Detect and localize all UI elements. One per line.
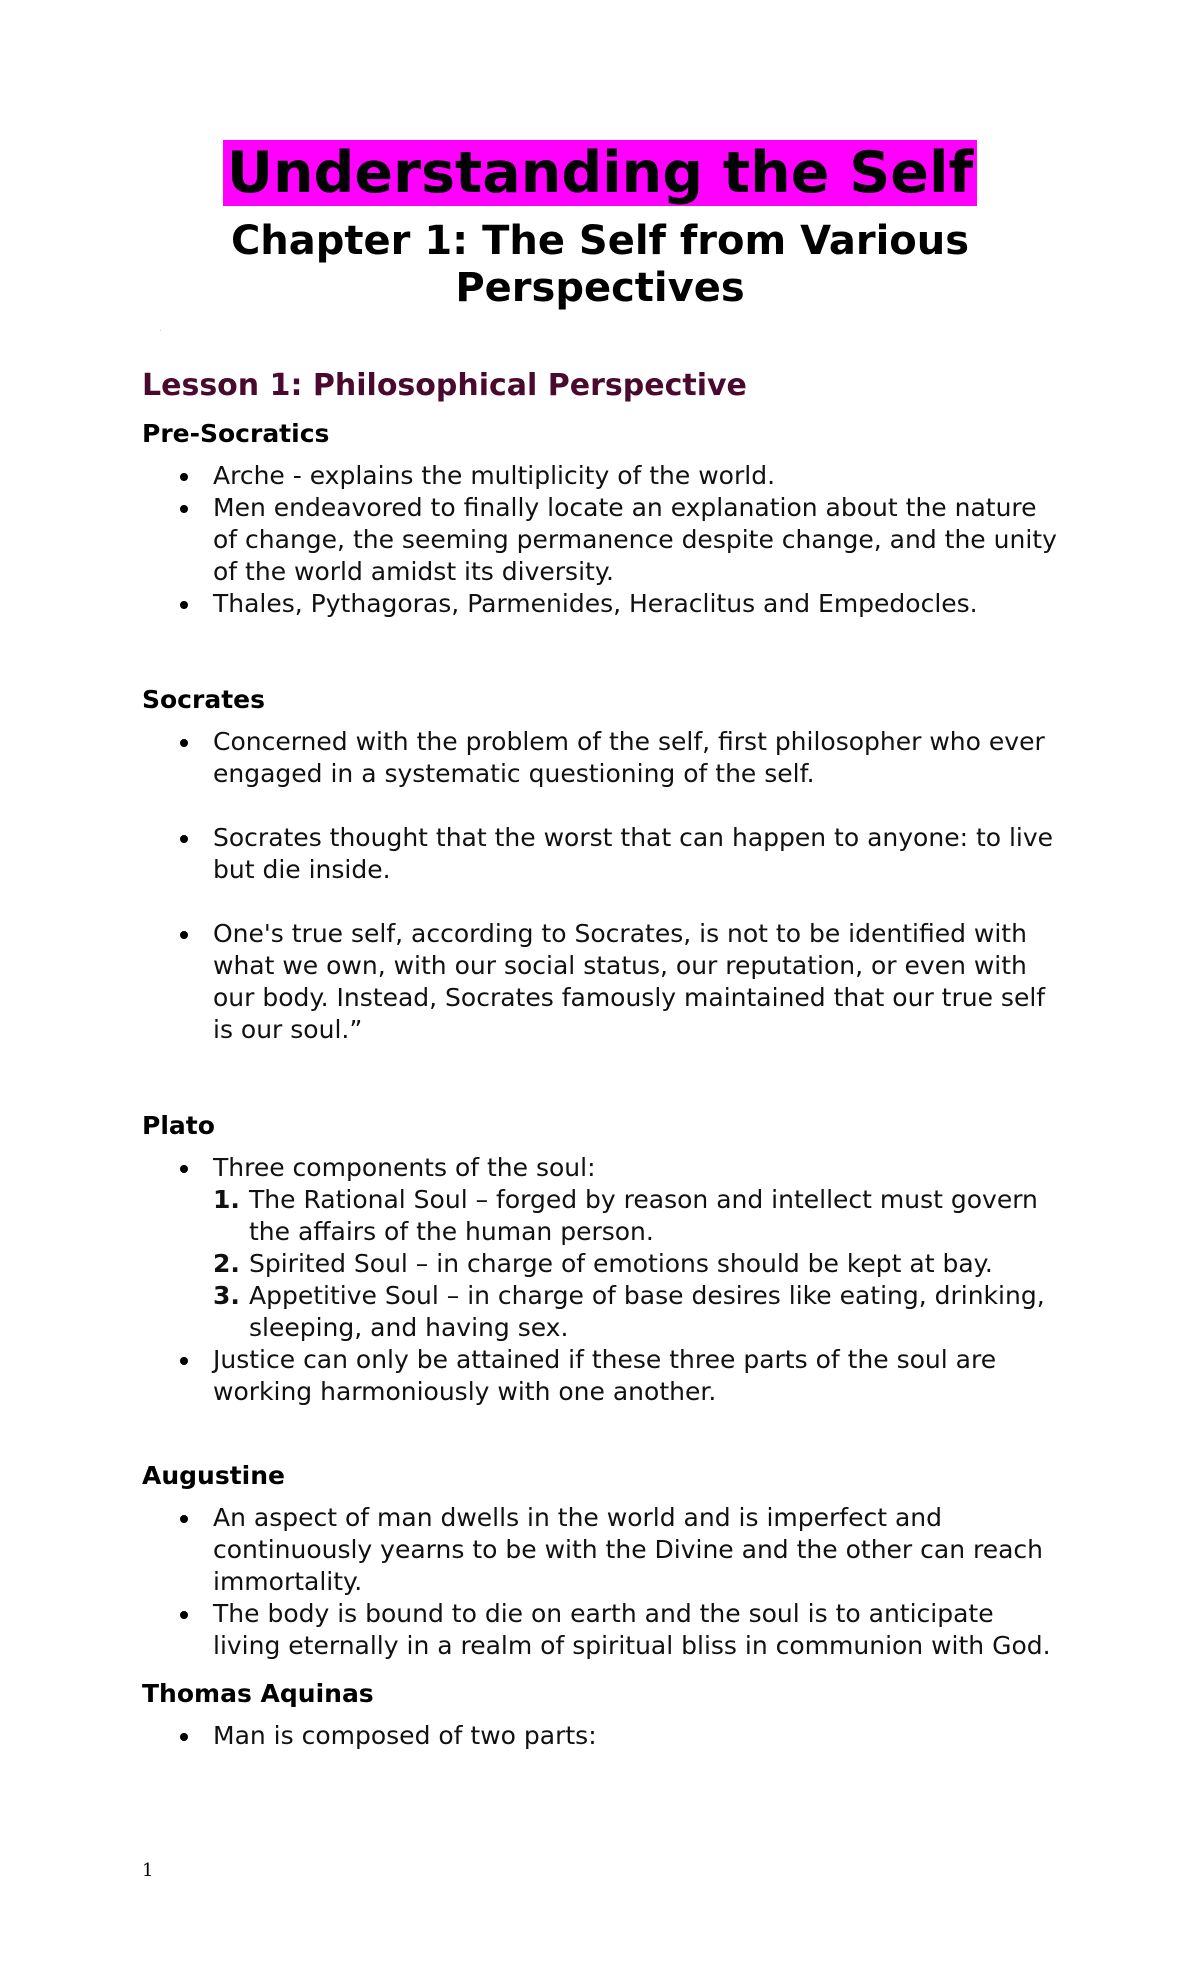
bullet-icon xyxy=(180,601,188,609)
socrates-list xyxy=(142,726,1062,1046)
list-item xyxy=(142,1598,1062,1662)
numbered-item-text: The Rational Soul – forged by reason and intellect must govern the affairs of the human person. xyxy=(249,1185,1038,1246)
list-item-text: Thales, Pythagoras, Parmenides, Heraclitus and Empedocles. xyxy=(213,589,978,618)
section-title-plato: Plato xyxy=(142,1111,215,1140)
bullet-icon xyxy=(180,931,188,939)
list-item xyxy=(142,822,1062,886)
document-body xyxy=(142,366,1062,1752)
section-title-aquinas: Thomas Aquinas xyxy=(142,1679,374,1708)
spacer xyxy=(142,1662,1062,1678)
augustine-list xyxy=(142,1502,1062,1662)
bullet-icon xyxy=(180,505,188,513)
numbered-item-text: Spirited Soul – in charge of emotions should be kept at bay. xyxy=(249,1249,993,1278)
item-number: 1. xyxy=(213,1185,240,1214)
list-item xyxy=(142,1152,1062,1344)
list-item xyxy=(142,918,1062,1046)
numbered-item-text: Appetitive Soul – in charge of base desires like eating, drinking, sleeping, and having sex. xyxy=(249,1281,1045,1342)
bullet-icon xyxy=(180,1357,188,1365)
bullet-icon xyxy=(180,739,188,747)
list-item-text: Three components of the soul: xyxy=(213,1153,596,1182)
document-title: Understanding the Self xyxy=(223,140,978,206)
bullet-icon xyxy=(180,835,188,843)
numbered-item xyxy=(213,1184,1062,1248)
list-item xyxy=(142,492,1062,588)
section-title-socrates: Socrates xyxy=(142,685,265,714)
list-item-text: Socrates thought that the worst that can happen to anyone: to live but die inside. xyxy=(213,823,1054,884)
list-item xyxy=(142,460,1062,492)
bullet-icon xyxy=(180,1515,188,1523)
title-container xyxy=(0,140,1200,206)
bullet-icon xyxy=(180,1611,188,1619)
item-number: 2. xyxy=(213,1249,240,1278)
list-item xyxy=(142,1344,1062,1408)
spacer xyxy=(142,1046,1062,1110)
bullet-icon xyxy=(180,473,188,481)
list-item xyxy=(142,1720,1062,1752)
spacer xyxy=(142,620,1062,684)
list-item-text: An aspect of man dwells in the world and is imperfect and continuously yearns to be with the Divine and the other can reach immortality. xyxy=(213,1503,1044,1596)
plato-list xyxy=(142,1152,1062,1408)
page-number: 1 xyxy=(142,1860,154,1881)
list-item-text: Men endeavored to finally locate an explanation about the nature of change, the seeming permanence despite change, and the unity of the world amidst its diversity. xyxy=(213,493,1057,586)
chapter-subtitle: Chapter 1: The Self from Various Perspectives xyxy=(230,218,970,311)
numbered-item xyxy=(213,1248,1062,1280)
section-title-presocratics: Pre-Socratics xyxy=(142,419,330,448)
list-item-text: One's true self, according to Socrates, is not to be identified with what we own, with our social status, our reputation, or even with our body. Instead, Socrates famously maintained that our true self is our soul.” xyxy=(213,919,1046,1044)
item-number: 3. xyxy=(213,1281,240,1310)
list-item-text: Arche - explains the multiplicity of the world. xyxy=(213,461,776,490)
section-title-augustine: Augustine xyxy=(142,1461,285,1490)
numbered-item xyxy=(213,1280,1062,1344)
spacer xyxy=(142,1408,1062,1460)
list-item-text: Justice can only be attained if these three parts of the soul are working harmoniously with one another. xyxy=(213,1345,997,1406)
bullet-icon xyxy=(180,1165,188,1173)
list-item-text: Concerned with the problem of the self, first philosopher who ever engaged in a systematic questioning of the self. xyxy=(213,727,1045,788)
list-item xyxy=(142,726,1062,790)
lesson-heading: Lesson 1: Philosophical Perspective xyxy=(142,368,747,403)
presocratics-list xyxy=(142,460,1062,620)
aquinas-list xyxy=(142,1720,1062,1752)
list-item-text: The body is bound to die on earth and the soul is to anticipate living eternally in a realm of spiritual bliss in communion with God. xyxy=(213,1599,1051,1660)
list-item xyxy=(142,588,1062,620)
soul-components-list xyxy=(213,1184,1062,1344)
list-item xyxy=(142,1502,1062,1598)
list-item-text: Man is composed of two parts: xyxy=(213,1721,597,1750)
bullet-icon xyxy=(180,1733,188,1741)
stray-mark xyxy=(160,330,161,331)
